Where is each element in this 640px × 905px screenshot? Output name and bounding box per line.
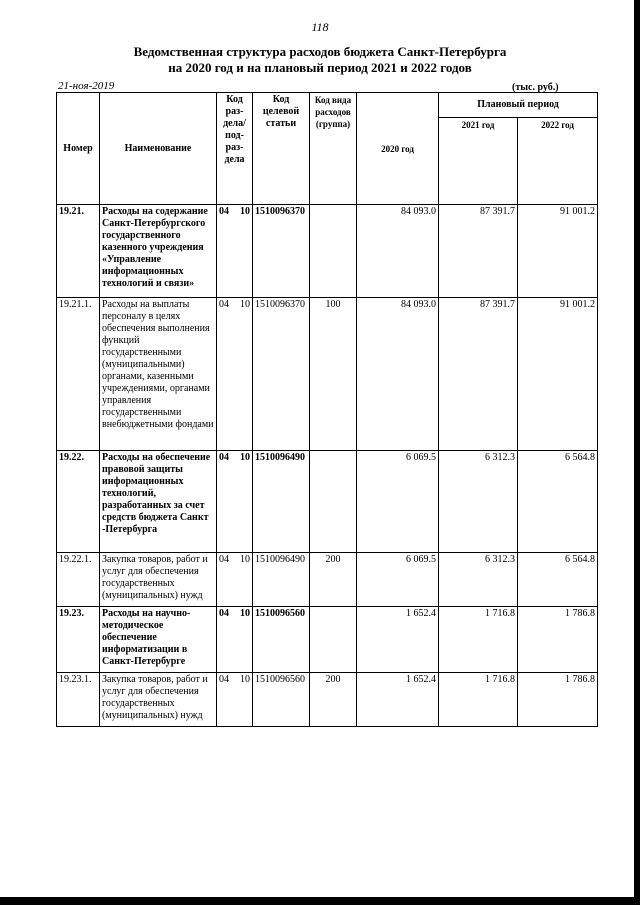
row-subsection: 10 <box>236 553 253 607</box>
header-2020: 2020 год <box>357 93 439 205</box>
row-name: Закупка товаров, работ и услуг для обеспечения государственных (муниципальных) нужд <box>100 553 217 607</box>
header-name: Наименование <box>100 93 217 205</box>
table-row <box>57 205 598 298</box>
table-row <box>57 607 598 673</box>
row-subsection: 10 <box>236 298 253 451</box>
row-amount-2020: 6 069.5 <box>357 451 439 553</box>
row-number: 19.22.1. <box>57 553 100 607</box>
row-amount-2021: 6 312.3 <box>439 553 518 607</box>
row-name: Расходы на выплаты персоналу в целях обеспечения выполнения функций государственными (муниципальными) органами, казенными учреждениями, органами управления государственными внебюджетными фондами <box>100 298 217 451</box>
row-section: 04 <box>217 607 236 673</box>
row-subsection: 10 <box>236 607 253 673</box>
row-number: 19.21.1. <box>57 298 100 451</box>
row-number: 19.23.1. <box>57 673 100 727</box>
row-subsection: 10 <box>236 673 253 727</box>
row-target: 1510096490 <box>253 553 310 607</box>
units-label: (тыс. руб.) <box>512 82 559 93</box>
row-section: 04 <box>217 298 236 451</box>
row-amount-2022: 1 786.8 <box>518 673 598 727</box>
row-target: 1510096560 <box>253 607 310 673</box>
header-expense-type: Код вида расходов (группа) <box>310 93 357 205</box>
row-number: 19.21. <box>57 205 100 298</box>
header-number: Номер <box>57 93 100 205</box>
table-row <box>57 298 598 451</box>
row-amount-2022: 1 786.8 <box>518 607 598 673</box>
scan-border-right <box>634 0 640 905</box>
row-section: 04 <box>217 205 236 298</box>
row-name: Расходы на содержание Санкт-Петербургского государственного казенного учреждения «Управление информационных технологий и связи» <box>100 205 217 298</box>
header-planned-period: Плановый период <box>439 93 598 118</box>
scan-border-bottom <box>0 897 640 905</box>
row-target: 1510096560 <box>253 673 310 727</box>
row-expense-type: 200 <box>310 673 357 727</box>
row-section: 04 <box>217 553 236 607</box>
row-name: Закупка товаров, работ и услуг для обеспечения государственных (муниципальных) нужд <box>100 673 217 727</box>
table-row <box>57 451 598 553</box>
row-amount-2021: 87 391.7 <box>439 205 518 298</box>
document-date: 21-ноя-2019 <box>58 80 115 92</box>
row-amount-2022: 91 001.2 <box>518 205 598 298</box>
page-number: 118 <box>311 20 329 34</box>
row-amount-2020: 6 069.5 <box>357 553 439 607</box>
row-target: 1510096370 <box>253 298 310 451</box>
row-expense-type <box>310 451 357 553</box>
row-name: Расходы на обеспечение правовой защиты информационных технологий, разработанных за счет средств бюджета Санкт -Петербурга <box>100 451 217 553</box>
row-name: Расходы на научно-методическое обеспечение информатизации в Санкт-Петербурге <box>100 607 217 673</box>
row-section: 04 <box>217 673 236 727</box>
row-expense-type: 200 <box>310 553 357 607</box>
title-line-2: на 2020 год и на плановый период 2021 и 2022 годов <box>168 60 472 75</box>
row-amount-2021: 87 391.7 <box>439 298 518 451</box>
title-line-1: Ведомственная структура расходов бюджета Санкт-Петербурга <box>133 44 507 59</box>
header-2021: 2021 год <box>439 118 518 205</box>
header-section: Код раз- дела/ под- раз- дела <box>217 93 253 205</box>
row-number: 19.23. <box>57 607 100 673</box>
row-amount-2020: 84 093.0 <box>357 298 439 451</box>
row-amount-2020: 1 652.4 <box>357 607 439 673</box>
row-section: 04 <box>217 451 236 553</box>
row-expense-type <box>310 607 357 673</box>
row-amount-2020: 1 652.4 <box>357 673 439 727</box>
table-row <box>57 553 598 607</box>
row-amount-2021: 1 716.8 <box>439 607 518 673</box>
budget-table <box>56 92 598 727</box>
row-target: 1510096370 <box>253 205 310 298</box>
row-number: 19.22. <box>57 451 100 553</box>
row-amount-2022: 6 564.8 <box>518 553 598 607</box>
row-amount-2022: 91 001.2 <box>518 298 598 451</box>
row-subsection: 10 <box>236 205 253 298</box>
row-amount-2022: 6 564.8 <box>518 451 598 553</box>
document-title <box>0 44 640 76</box>
row-amount-2020: 84 093.0 <box>357 205 439 298</box>
header-2022: 2022 год <box>518 118 598 205</box>
row-target: 1510096490 <box>253 451 310 553</box>
header-row <box>57 93 598 118</box>
row-expense-type: 100 <box>310 298 357 451</box>
row-amount-2021: 1 716.8 <box>439 673 518 727</box>
row-amount-2021: 6 312.3 <box>439 451 518 553</box>
row-expense-type <box>310 205 357 298</box>
table-row <box>57 673 598 727</box>
header-target: Код целевой статьи <box>253 93 310 205</box>
row-subsection: 10 <box>236 451 253 553</box>
